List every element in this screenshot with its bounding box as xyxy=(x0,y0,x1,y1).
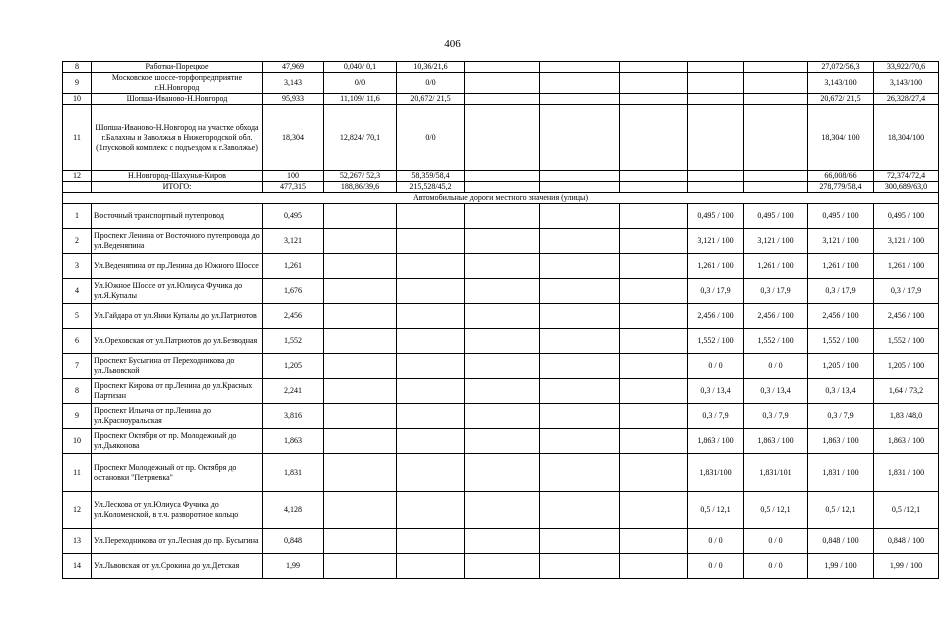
table-row xyxy=(63,554,939,579)
table-cell: 72,374/72,4 xyxy=(874,171,939,182)
table-cell xyxy=(744,182,808,193)
table-cell: 2,456 / 100 xyxy=(874,304,939,329)
table-cell xyxy=(540,279,620,304)
table-cell xyxy=(620,94,688,105)
table-cell: 1,64 / 73,2 xyxy=(874,379,939,404)
table-cell: 3,121 / 100 xyxy=(874,229,939,254)
table-cell xyxy=(324,529,397,554)
table-cell xyxy=(540,73,620,94)
table-cell xyxy=(620,73,688,94)
table-cell xyxy=(620,182,688,193)
table-cell: 0,495 / 100 xyxy=(688,204,744,229)
table-cell xyxy=(540,429,620,454)
table-cell xyxy=(465,279,540,304)
table-cell: 1,205 / 100 xyxy=(874,354,939,379)
table-cell: 12 xyxy=(63,171,92,182)
table-cell xyxy=(540,182,620,193)
table-row xyxy=(63,492,939,529)
table-cell: 0,495 / 100 xyxy=(808,204,874,229)
table-cell: 0,3 / 7,9 xyxy=(688,404,744,429)
table-row xyxy=(63,94,939,105)
table-cell: 6 xyxy=(63,329,92,354)
table-cell: Проспект Ильича от пр.Ленина до ул.Красноуральская xyxy=(92,404,263,429)
table-cell: 0 / 0 xyxy=(688,529,744,554)
table-cell: Восточный транспортный путепровод xyxy=(92,204,263,229)
table-cell: 0,3 / 17,9 xyxy=(688,279,744,304)
table-cell: 1,99 xyxy=(263,554,324,579)
table-cell: 1,261 / 100 xyxy=(688,254,744,279)
table-row xyxy=(63,73,939,94)
table-cell xyxy=(63,182,92,193)
table-cell: 0/0 xyxy=(397,105,465,171)
table-cell xyxy=(465,73,540,94)
table-cell: 2,241 xyxy=(263,379,324,404)
table-cell xyxy=(620,379,688,404)
table-cell: 3,121 / 100 xyxy=(688,229,744,254)
table-cell: 1,831/100 xyxy=(688,454,744,492)
table-cell: 10,36/21,6 xyxy=(397,62,465,73)
table-cell xyxy=(324,279,397,304)
table-cell: 2,456 / 100 xyxy=(744,304,808,329)
table-cell: Н.Новгород-Шахунья-Киров xyxy=(92,171,263,182)
table-cell: 477,315 xyxy=(263,182,324,193)
table-cell xyxy=(540,554,620,579)
table-cell xyxy=(688,105,744,171)
table-cell xyxy=(465,454,540,492)
table-row xyxy=(63,279,939,304)
table-cell: 1,261 / 100 xyxy=(808,254,874,279)
table-cell xyxy=(688,171,744,182)
table-cell: Ул.Лескова от ул.Юлиуса Фучика до ул.Коломенской, в т.ч. разворотное кольцо xyxy=(92,492,263,529)
table-cell xyxy=(465,429,540,454)
table-cell xyxy=(744,171,808,182)
table-cell: 2,456 xyxy=(263,304,324,329)
table-cell: 1,261 / 100 xyxy=(874,254,939,279)
table-cell xyxy=(540,304,620,329)
table-cell: 12,824/ 70,1 xyxy=(324,105,397,171)
table-cell: 1,831/101 xyxy=(744,454,808,492)
table-cell xyxy=(744,62,808,73)
table-cell xyxy=(324,429,397,454)
table-cell: 52,267/ 52,3 xyxy=(324,171,397,182)
table-cell xyxy=(324,492,397,529)
table-cell: Ул.Переходникова от ул.Лесная до пр. Бусыгина xyxy=(92,529,263,554)
table-body xyxy=(63,62,939,579)
table-cell: 3,121 xyxy=(263,229,324,254)
table-cell xyxy=(540,329,620,354)
table-cell xyxy=(620,329,688,354)
table-cell xyxy=(465,404,540,429)
table-cell xyxy=(620,492,688,529)
table-cell xyxy=(397,204,465,229)
table-cell: 95,933 xyxy=(263,94,324,105)
table-cell: 1,83 /48,0 xyxy=(874,404,939,429)
table-cell: 1,863 / 100 xyxy=(744,429,808,454)
table-cell xyxy=(620,304,688,329)
table-cell xyxy=(465,329,540,354)
table-cell: 1,831 / 100 xyxy=(874,454,939,492)
table-cell: 278,779/58,4 xyxy=(808,182,874,193)
table-cell: 1,863 / 100 xyxy=(688,429,744,454)
table-cell: 18,304 xyxy=(263,105,324,171)
table-cell xyxy=(465,529,540,554)
table-cell: 1,99 / 100 xyxy=(874,554,939,579)
table-cell: 1,676 xyxy=(263,279,324,304)
table-cell: Проспект Октября от пр. Молодежный до ул.Дьяконова xyxy=(92,429,263,454)
table-cell: 300,689/63,0 xyxy=(874,182,939,193)
table-cell xyxy=(465,94,540,105)
table-cell xyxy=(744,94,808,105)
table-cell xyxy=(540,171,620,182)
table-cell: 1,552 / 100 xyxy=(808,329,874,354)
table-cell: 66,008/66 xyxy=(808,171,874,182)
table-cell: 0,848 xyxy=(263,529,324,554)
table-cell: 2 xyxy=(63,229,92,254)
table-cell xyxy=(324,454,397,492)
table-cell xyxy=(397,379,465,404)
table-cell: 4 xyxy=(63,279,92,304)
table-cell: 1,831 xyxy=(263,454,324,492)
table-cell xyxy=(397,554,465,579)
table-cell: 0,3 / 17,9 xyxy=(874,279,939,304)
table-cell xyxy=(744,73,808,94)
table-cell xyxy=(620,279,688,304)
table-cell: 27,072/56,3 xyxy=(808,62,874,73)
table-row xyxy=(63,429,939,454)
table-cell: 0,3 / 13,4 xyxy=(688,379,744,404)
table-cell xyxy=(620,529,688,554)
table-cell: 2,456 / 100 xyxy=(688,304,744,329)
table-cell: 0,495 xyxy=(263,204,324,229)
total-row xyxy=(63,182,939,193)
table-cell: 0,3 / 17,9 xyxy=(744,279,808,304)
table-cell: Московское шоссе-торфопредприятие г.Н.Новгород xyxy=(92,73,263,94)
table-cell: 58,359/58,4 xyxy=(397,171,465,182)
table-cell: 0,3 / 7,9 xyxy=(744,404,808,429)
table-cell: 18,304/100 xyxy=(874,105,939,171)
table-cell xyxy=(465,254,540,279)
table-cell: 8 xyxy=(63,379,92,404)
table-cell xyxy=(397,492,465,529)
table-cell: 0/0 xyxy=(397,73,465,94)
table-cell xyxy=(465,105,540,171)
table-cell: 0,495 / 100 xyxy=(874,204,939,229)
table-cell xyxy=(620,404,688,429)
table-cell: 10 xyxy=(63,429,92,454)
table-row xyxy=(63,354,939,379)
table-cell: 1 xyxy=(63,204,92,229)
table-cell xyxy=(324,304,397,329)
table-cell: 1,552 / 100 xyxy=(688,329,744,354)
table-cell xyxy=(397,279,465,304)
table-cell xyxy=(397,454,465,492)
table-cell xyxy=(397,329,465,354)
table-cell: 0 / 0 xyxy=(744,529,808,554)
table-cell xyxy=(620,62,688,73)
table-cell: 1,863 / 100 xyxy=(874,429,939,454)
roads-table xyxy=(62,61,939,579)
table-cell: 12 xyxy=(63,492,92,529)
table-cell: 8 xyxy=(63,62,92,73)
table-cell xyxy=(324,254,397,279)
table-cell xyxy=(688,62,744,73)
table-cell xyxy=(540,229,620,254)
table-cell: 3,121 / 100 xyxy=(744,229,808,254)
table-cell xyxy=(397,429,465,454)
table-cell xyxy=(324,204,397,229)
table-cell xyxy=(620,171,688,182)
table-cell: 7 xyxy=(63,354,92,379)
table-cell xyxy=(324,354,397,379)
table-cell xyxy=(324,404,397,429)
table-cell: 9 xyxy=(63,73,92,94)
table-cell xyxy=(465,492,540,529)
table-cell: Проспект Молодежный от пр. Октября до остановки "Петряевка" xyxy=(92,454,263,492)
table-cell: 11 xyxy=(63,454,92,492)
table-cell xyxy=(620,354,688,379)
page-number: 406 xyxy=(444,38,461,50)
table-cell: Работки-Порецкое xyxy=(92,62,263,73)
table-cell: 1,205 / 100 xyxy=(808,354,874,379)
table-row xyxy=(63,404,939,429)
table-row xyxy=(63,105,939,171)
table-cell: 3,121 / 100 xyxy=(808,229,874,254)
table-cell: 1,863 xyxy=(263,429,324,454)
table-cell: Ул.Львовская от ул.Срокина до ул.Детская xyxy=(92,554,263,579)
table-cell xyxy=(540,62,620,73)
table-cell: 11 xyxy=(63,105,92,171)
table-cell: 0,5 / 12,1 xyxy=(744,492,808,529)
table-cell xyxy=(688,182,744,193)
table-cell: 0,3 / 13,4 xyxy=(808,379,874,404)
table-cell: 11,109/ 11,6 xyxy=(324,94,397,105)
table-cell xyxy=(465,204,540,229)
table-cell: 0,848 / 100 xyxy=(808,529,874,554)
table-row xyxy=(63,62,939,73)
table-cell: 5 xyxy=(63,304,92,329)
table-cell: 0,3 / 13,4 xyxy=(744,379,808,404)
table-row xyxy=(63,204,939,229)
table-cell xyxy=(540,454,620,492)
table-cell xyxy=(465,171,540,182)
table-row xyxy=(63,229,939,254)
table-cell: 0 / 0 xyxy=(744,354,808,379)
table-cell: 20,672/ 21,5 xyxy=(808,94,874,105)
table-cell: 1,552 / 100 xyxy=(744,329,808,354)
table-cell: 1,261 xyxy=(263,254,324,279)
table-cell: 1,99 / 100 xyxy=(808,554,874,579)
table-cell xyxy=(688,73,744,94)
table-cell: 10 xyxy=(63,94,92,105)
table-cell: Шопша-Иваново-Н.Новгород xyxy=(92,94,263,105)
table-cell xyxy=(620,105,688,171)
table-cell xyxy=(397,254,465,279)
table-cell: 18,304/ 100 xyxy=(808,105,874,171)
table-cell: Ул.Гайдара от ул.Янки Купалы до ул.Патриотов xyxy=(92,304,263,329)
table-cell xyxy=(540,379,620,404)
table-cell: 14 xyxy=(63,554,92,579)
table-cell xyxy=(620,454,688,492)
table-cell xyxy=(540,204,620,229)
table-cell xyxy=(540,404,620,429)
table-cell xyxy=(465,379,540,404)
table-cell: 0,495 / 100 xyxy=(744,204,808,229)
table-cell xyxy=(620,554,688,579)
table-cell: 0 / 0 xyxy=(744,554,808,579)
table-row xyxy=(63,329,939,354)
table-cell: 2,456 / 100 xyxy=(808,304,874,329)
section-title: Автомобильные дороги местного значения (улицы) xyxy=(63,193,939,204)
table-cell: 0/0 xyxy=(324,73,397,94)
table-cell: 3,143 xyxy=(263,73,324,94)
table-cell: Проспект Ленина от Восточного путепровода до ул.Веденяпина xyxy=(92,229,263,254)
table-cell: 0,5 / 12,1 xyxy=(688,492,744,529)
table-cell: Шопша-Иваново-Н.Новгород на участке обхода г.Балахны и Заволжья в Нижегородской обл. (1пусковой комплекс с подъездом к г.Заволжье) xyxy=(92,105,263,171)
table-cell: 0,848 / 100 xyxy=(874,529,939,554)
table-cell: 47,969 xyxy=(263,62,324,73)
table-cell: 1,552 / 100 xyxy=(874,329,939,354)
table-cell xyxy=(324,329,397,354)
table-cell xyxy=(540,254,620,279)
table-cell xyxy=(540,492,620,529)
table-cell: 3,816 xyxy=(263,404,324,429)
table-row xyxy=(63,254,939,279)
table-cell: 33,922/70,6 xyxy=(874,62,939,73)
table-cell xyxy=(540,94,620,105)
table-cell: 0 / 0 xyxy=(688,554,744,579)
table-cell: 3,143/100 xyxy=(808,73,874,94)
table-cell: 3 xyxy=(63,254,92,279)
table-cell: Проспект Бусыгина от Переходникова до ул.Львовской xyxy=(92,354,263,379)
table-cell xyxy=(465,554,540,579)
table-cell xyxy=(540,354,620,379)
table-cell: 9 xyxy=(63,404,92,429)
table-cell: 1,863 / 100 xyxy=(808,429,874,454)
table-cell: ИТОГО: xyxy=(92,182,263,193)
table-row xyxy=(63,454,939,492)
table-row xyxy=(63,304,939,329)
table-cell xyxy=(465,182,540,193)
table-cell xyxy=(744,105,808,171)
table-cell xyxy=(540,529,620,554)
table-cell xyxy=(465,354,540,379)
table-cell: 26,328/27,4 xyxy=(874,94,939,105)
table-cell: 0,3 / 17,9 xyxy=(808,279,874,304)
table-cell: Ул.Веденяпина от пр.Ленина до Южного Шоссе xyxy=(92,254,263,279)
table-cell: 4,128 xyxy=(263,492,324,529)
table-cell: 215,528/45,2 xyxy=(397,182,465,193)
table-cell xyxy=(397,304,465,329)
table-cell xyxy=(397,229,465,254)
table-cell xyxy=(324,554,397,579)
table-cell xyxy=(620,254,688,279)
section-row xyxy=(63,193,939,204)
table-cell xyxy=(465,304,540,329)
table-cell xyxy=(324,229,397,254)
table-cell xyxy=(397,354,465,379)
table-cell xyxy=(688,94,744,105)
table-cell: 100 xyxy=(263,171,324,182)
table-cell xyxy=(620,429,688,454)
table-cell: 1,552 xyxy=(263,329,324,354)
table-row xyxy=(63,529,939,554)
table-cell: 188,86/39,6 xyxy=(324,182,397,193)
table-cell xyxy=(465,62,540,73)
table-row xyxy=(63,171,939,182)
table-cell: 20,672/ 21,5 xyxy=(397,94,465,105)
table-cell: 13 xyxy=(63,529,92,554)
table-cell: 0,5 /12,1 xyxy=(874,492,939,529)
table-cell: Ул.Ореховская от ул.Патриотов до ул.Безводная xyxy=(92,329,263,354)
table-cell: 0,3 / 7,9 xyxy=(808,404,874,429)
table-cell xyxy=(324,379,397,404)
table-cell: 0 / 0 xyxy=(688,354,744,379)
table-cell xyxy=(397,404,465,429)
table-cell: Ул.Южное Шоссе от ул.Юлиуса Фучика до ул.Я.Купалы xyxy=(92,279,263,304)
table-cell: 1,205 xyxy=(263,354,324,379)
table-cell: Проспект Кирова от пр.Ленина до ул.Красных Партизан xyxy=(92,379,263,404)
table-cell xyxy=(620,204,688,229)
table-cell: 0,5 / 12,1 xyxy=(808,492,874,529)
table-cell xyxy=(540,105,620,171)
table-cell xyxy=(620,229,688,254)
table-cell: 0,040/ 0,1 xyxy=(324,62,397,73)
table-cell: 1,831 / 100 xyxy=(808,454,874,492)
table-cell: 3,143/100 xyxy=(874,73,939,94)
table-cell xyxy=(397,529,465,554)
table-cell: 1,261 / 100 xyxy=(744,254,808,279)
table-cell xyxy=(465,229,540,254)
table-row xyxy=(63,379,939,404)
